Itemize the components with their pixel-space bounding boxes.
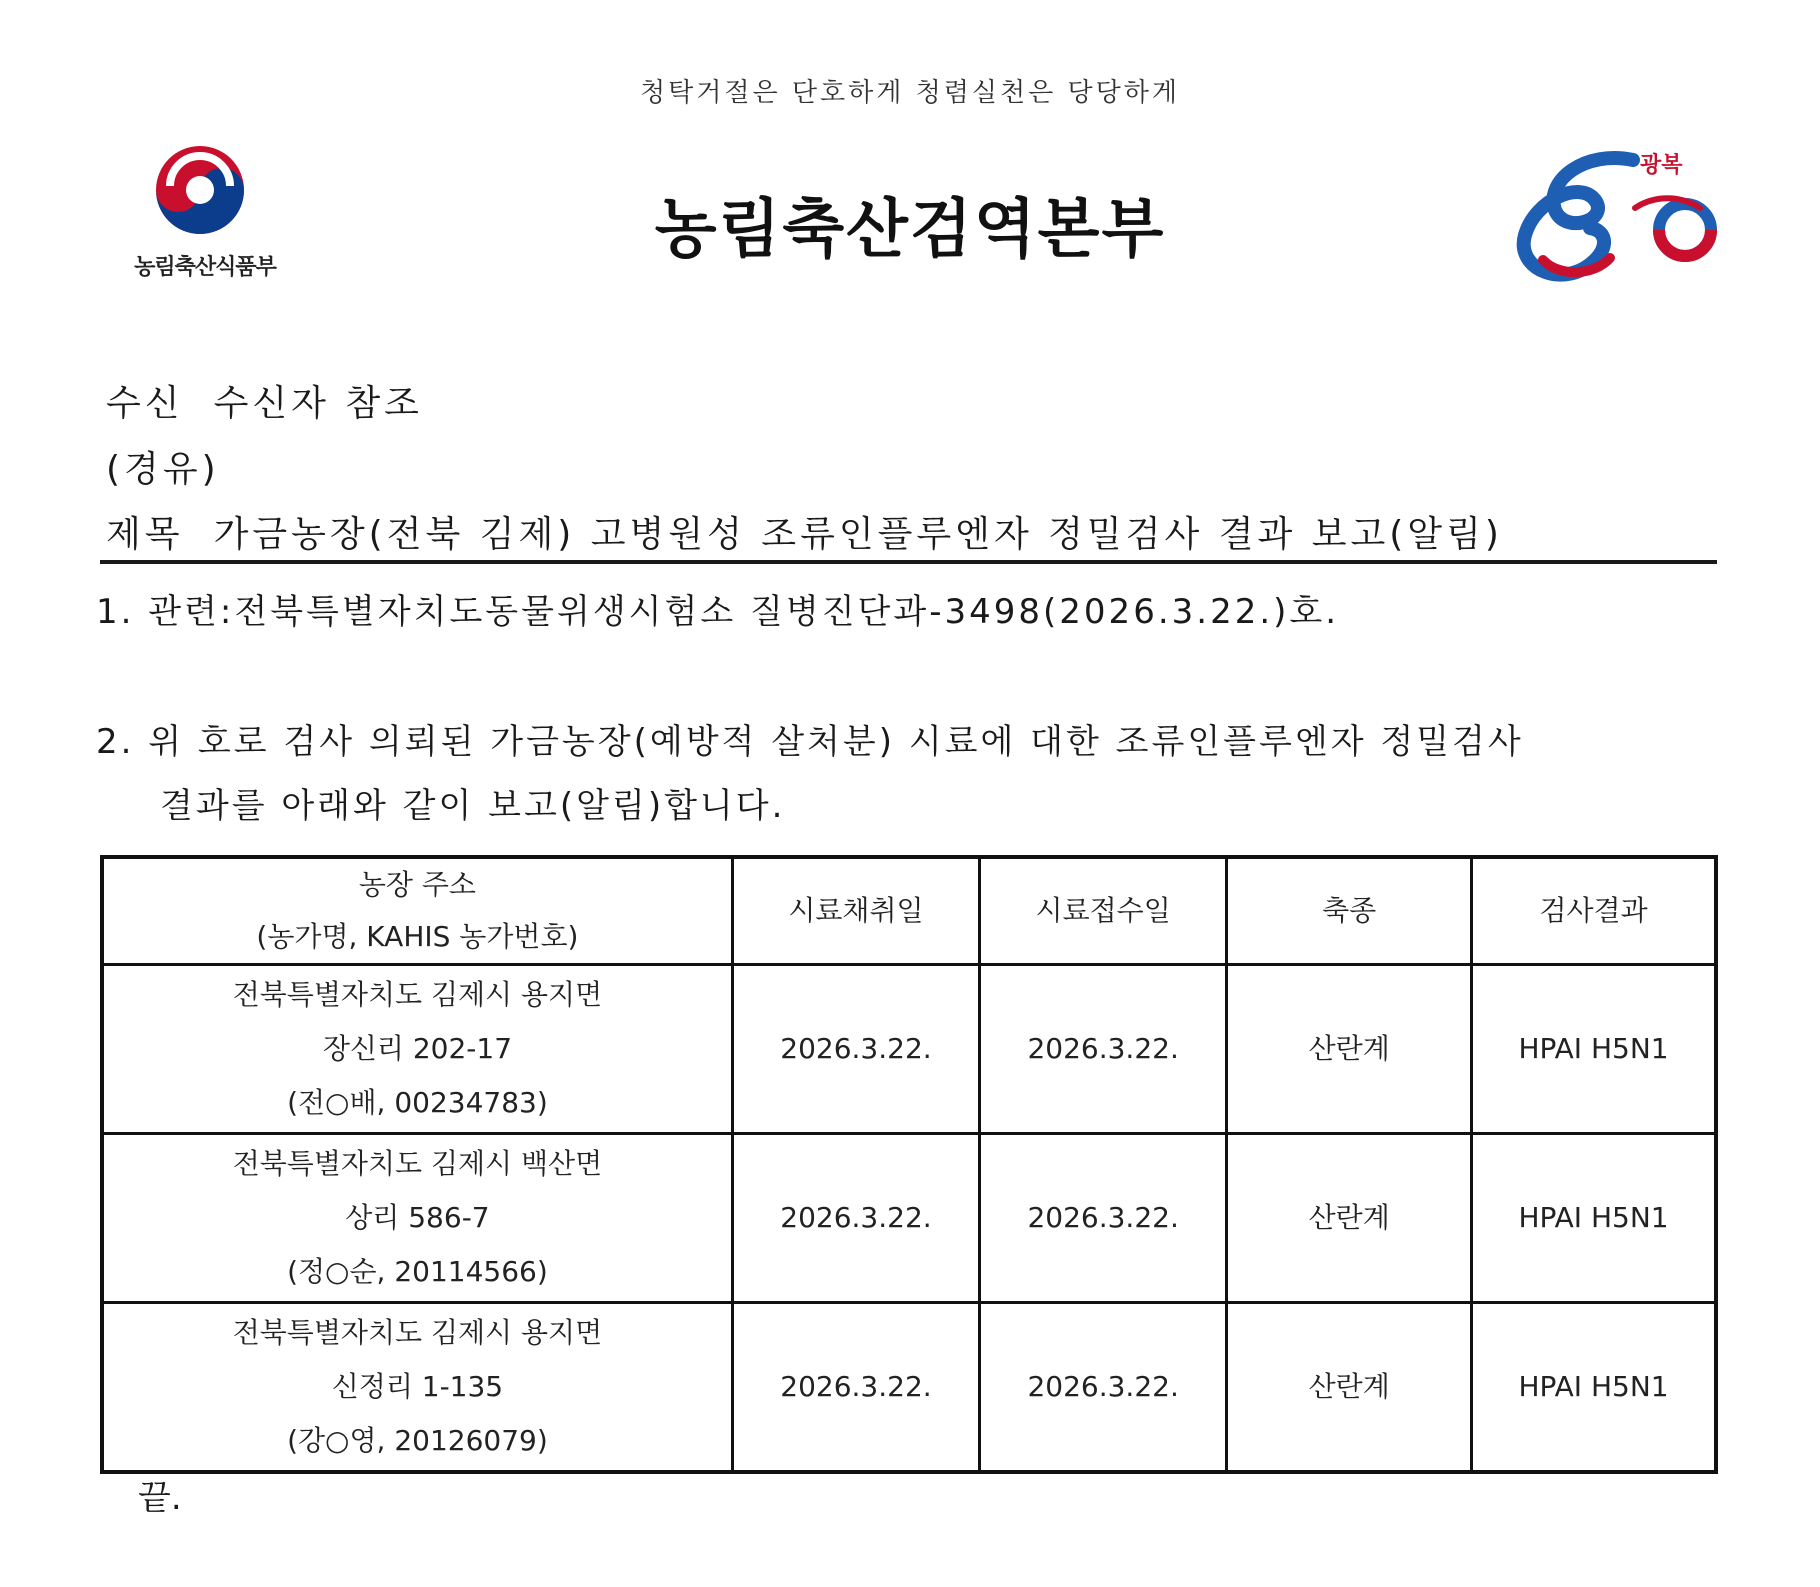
- liberation-logo-label: 광복: [1640, 153, 1683, 178]
- paragraph-2-line-2: 결과를 아래와 같이 보고(알림)합니다.: [160, 786, 786, 826]
- paragraph-2: [96, 710, 1726, 838]
- subject-divider: [100, 560, 1717, 564]
- table-row: [102, 965, 1716, 1134]
- table-row: [102, 1134, 1716, 1303]
- farm-address-cell: [102, 965, 732, 1134]
- sample-date-cell: 2026.3.22.: [732, 1303, 979, 1473]
- result-cell: HPAI H5N1: [1472, 965, 1716, 1134]
- species-cell: 산란계: [1227, 965, 1472, 1134]
- header-address-line-2: (농가명, KAHIS 농가번호): [256, 920, 579, 953]
- species-cell: 산란계: [1227, 1134, 1472, 1303]
- header-sample-date: 시료채취일: [732, 857, 979, 965]
- sample-date-cell: 2026.3.22.: [732, 965, 979, 1134]
- paragraph-2-line-1: 2. 위 호로 검사 의뢰된 가금농장(예방적 살처분) 시료에 대한 조류인플루엔자 정밀검사: [96, 722, 1524, 762]
- end-mark: 끝.: [138, 1478, 182, 1518]
- address-line: 전북특별자치도 김제시 용지면: [232, 1316, 603, 1349]
- recipient-value: 수신자 참조: [213, 383, 423, 424]
- result-cell: HPAI H5N1: [1472, 1303, 1716, 1473]
- farm-address-cell: [102, 1303, 732, 1473]
- farm-owner-id: (전○배, 00234783): [287, 1086, 548, 1119]
- recipient-line: [106, 375, 423, 426]
- header-farm-address: [102, 857, 732, 965]
- results-table: [100, 855, 1718, 1474]
- via-line: (경유): [106, 449, 220, 490]
- ministry-logo-text: 농림축산식품부: [134, 255, 276, 280]
- address-line: 전북특별자치도 김제시 백산면: [232, 1147, 603, 1180]
- farm-owner-id: (강○영, 20126079): [287, 1424, 548, 1457]
- slogan: 청탁거절은 단호하게 청렴실천은 당당하게: [640, 78, 1180, 108]
- species-cell: 산란계: [1227, 1303, 1472, 1473]
- header-receipt-date: 시료접수일: [980, 857, 1227, 965]
- farm-owner-id: (정○순, 20114566): [287, 1255, 548, 1288]
- result-cell: HPAI H5N1: [1472, 1134, 1716, 1303]
- farm-address-cell: [102, 1134, 732, 1303]
- org-title: 농림축산검역본부: [654, 193, 1166, 267]
- subject-value: 가금농장(전북 김제) 고병원성 조류인플루엔자 정밀검사 결과 보고(알림): [213, 514, 1503, 555]
- table-row: [102, 1303, 1716, 1473]
- recipient-label: 수신: [106, 383, 184, 424]
- subject-line: [106, 506, 1503, 557]
- liberation-80th-emblem-icon: [1515, 140, 1725, 290]
- sample-date-cell: 2026.3.22.: [732, 1134, 979, 1303]
- header-result: 검사결과: [1472, 857, 1716, 965]
- address-line: 전북특별자치도 김제시 용지면: [232, 978, 603, 1011]
- liberation-80th-logo: [1515, 140, 1725, 290]
- receipt-date-cell: 2026.3.22.: [980, 965, 1227, 1134]
- address-line: 상리 586-7: [345, 1201, 490, 1234]
- paragraph-1: 1. 관련:전북특별자치도동물위생시험소 질병진단과-3498(2026.3.22.)호.: [96, 592, 1340, 632]
- header-address-line-1: 농장 주소: [358, 868, 476, 901]
- table-header-row: [102, 857, 1716, 965]
- receipt-date-cell: 2026.3.22.: [980, 1303, 1227, 1473]
- subject-label: 제목: [106, 514, 184, 555]
- receipt-date-cell: 2026.3.22.: [980, 1134, 1227, 1303]
- address-line: 장신리 202-17: [322, 1032, 513, 1065]
- address-line: 신정리 1-135: [331, 1370, 504, 1403]
- header-species: 축종: [1227, 857, 1472, 965]
